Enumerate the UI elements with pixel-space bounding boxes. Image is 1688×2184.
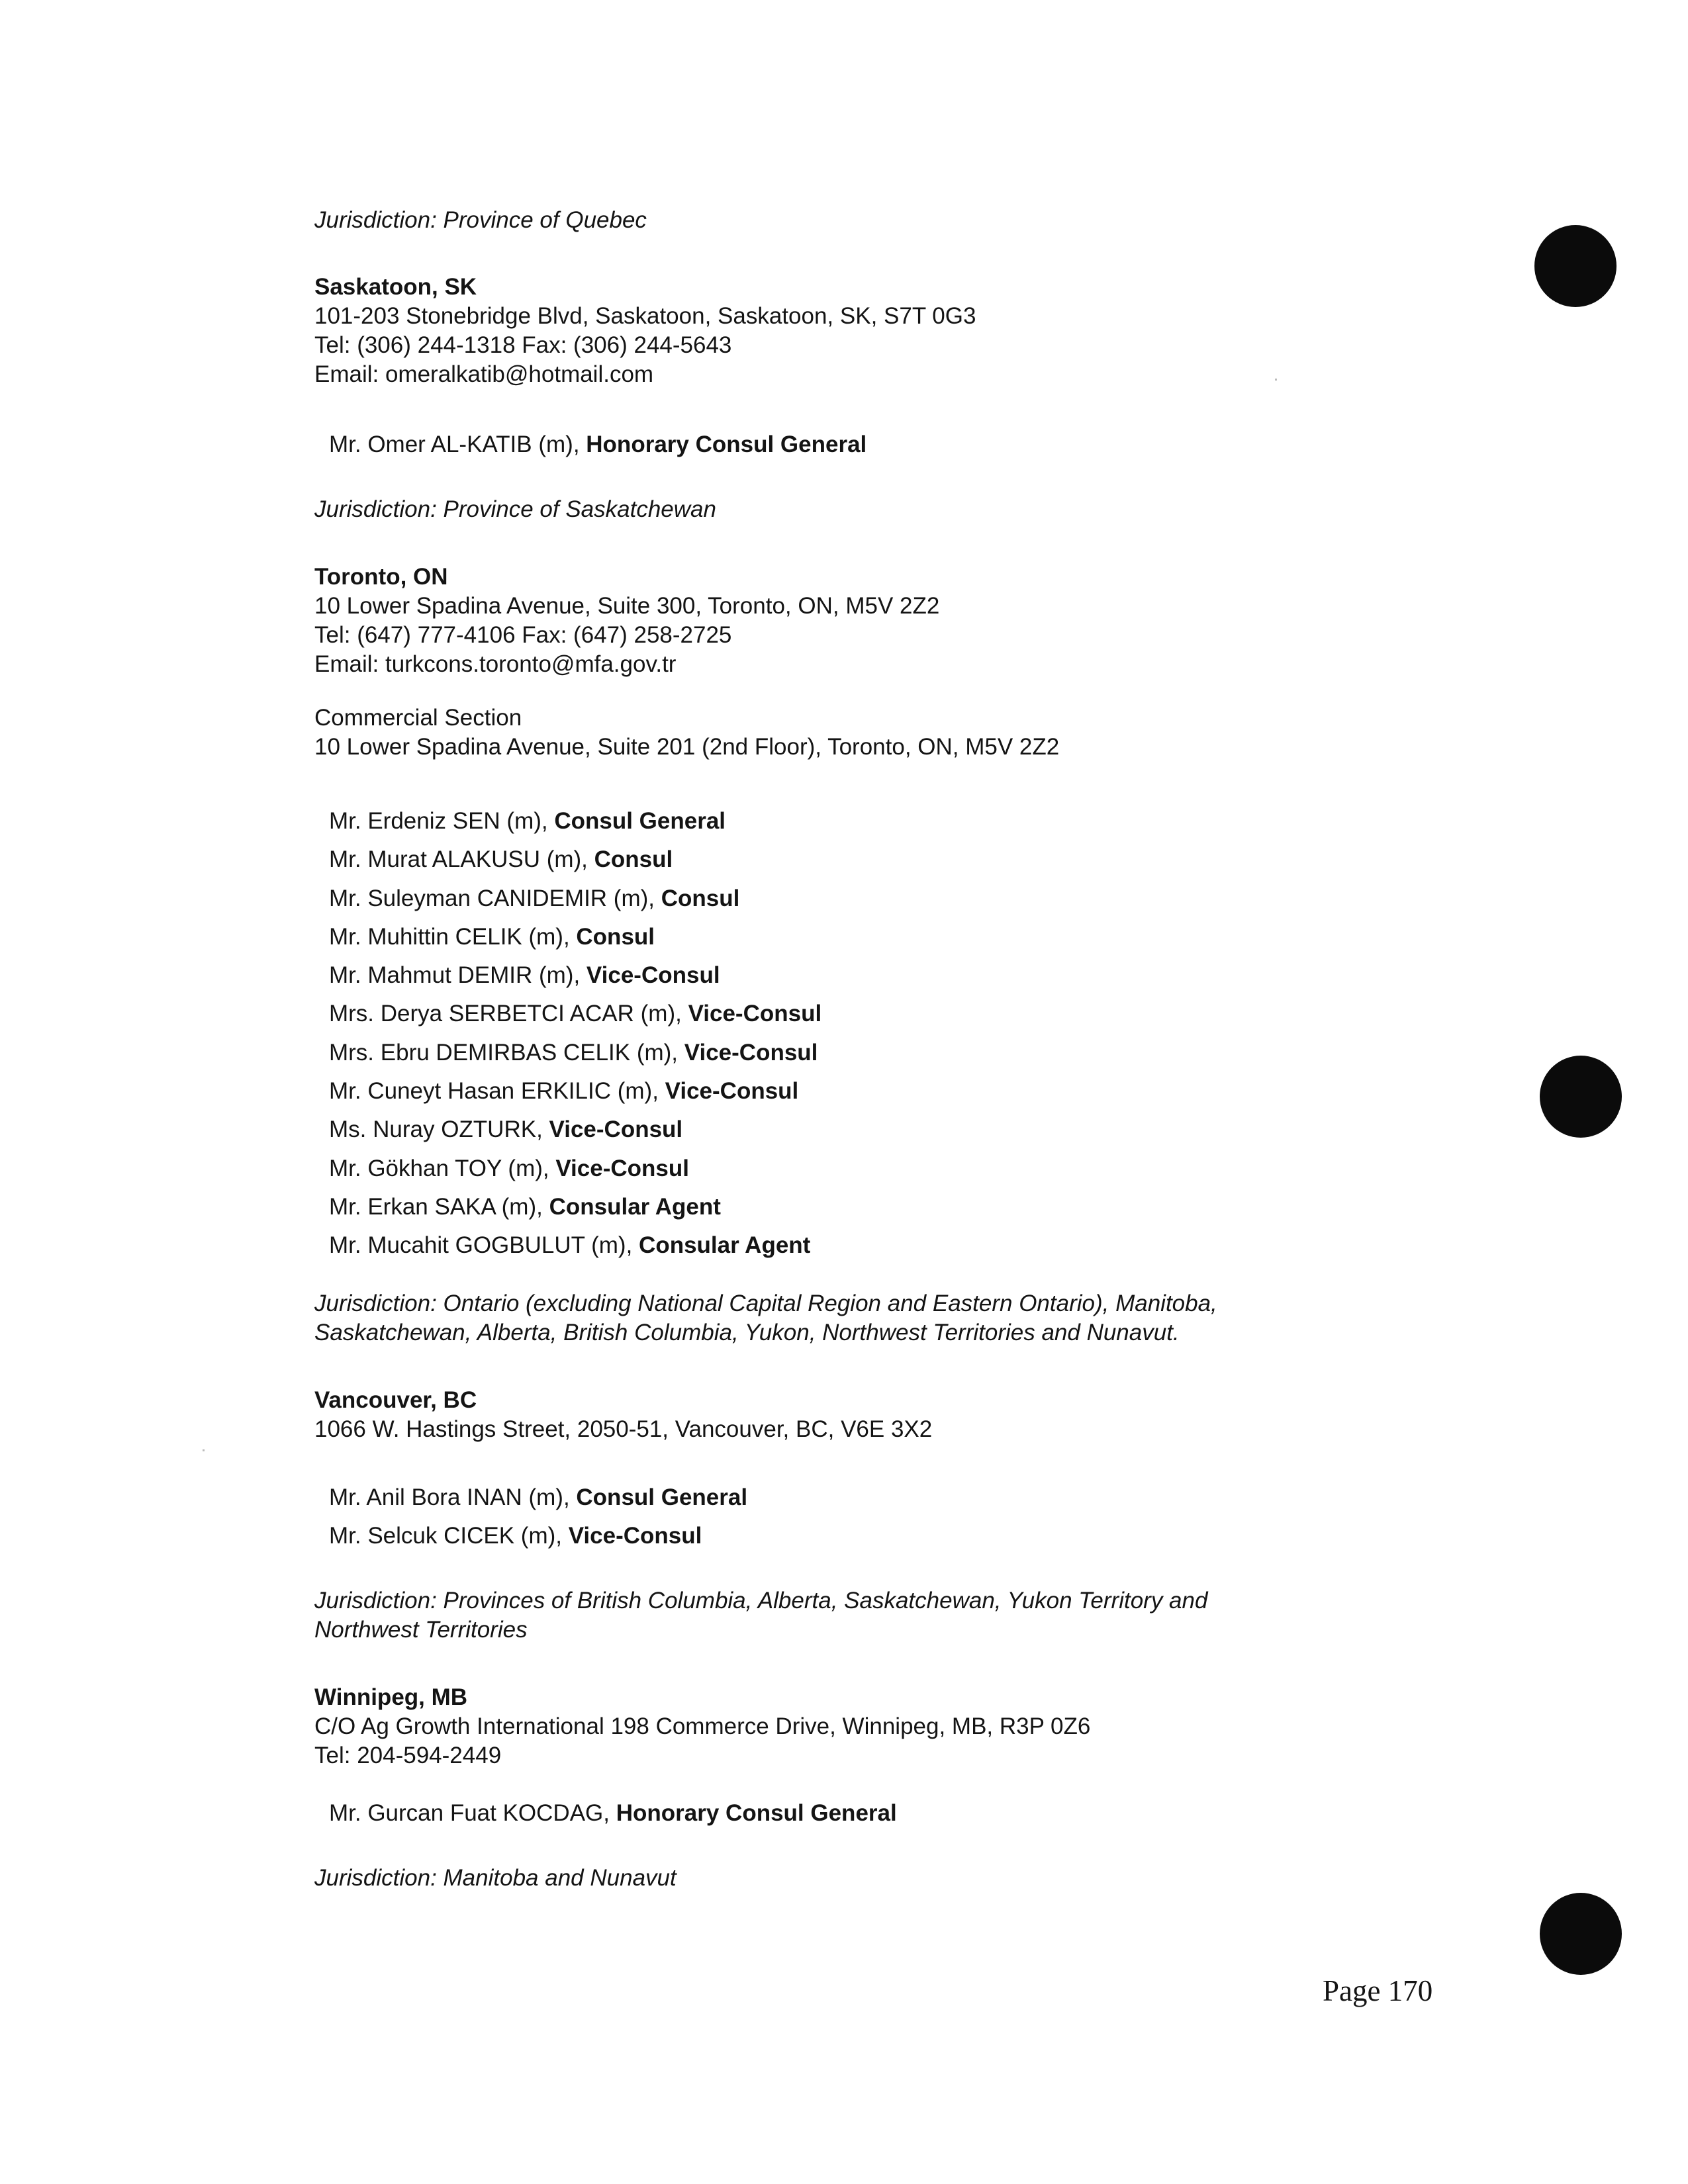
staff-row (329, 1072, 1388, 1111)
scan-speck (203, 1449, 205, 1451)
staff-row (329, 1794, 1388, 1833)
vancouver-staff-list (329, 1479, 1388, 1556)
city-heading: Winnipeg, MB (314, 1684, 468, 1710)
saskatoon-staff-list (329, 426, 1388, 464)
tel-fax: Tel: (306) 244-1318 Fax: (306) 244-5643 (314, 332, 732, 358)
staff-row (329, 918, 1388, 956)
saskatoon-entry (314, 273, 1387, 389)
staff-name: Mr. Erdeniz SEN (m), (329, 808, 548, 834)
toronto-entry (314, 563, 1387, 679)
staff-title: Vice-Consul (555, 1155, 689, 1181)
staff-name: Mr. Gökhan TOY (m), (329, 1155, 549, 1181)
staff-name: Mr. Suleyman CANIDEMIR (m), (329, 885, 655, 911)
staff-row (329, 802, 1388, 841)
staff-row (329, 880, 1388, 918)
toronto-commercial-section (314, 704, 1387, 762)
staff-title: Consular Agent (549, 1193, 721, 1220)
email: Email: turkcons.toronto@mfa.gov.tr (314, 651, 677, 677)
toronto-staff-list (329, 802, 1388, 1265)
staff-row (329, 1111, 1388, 1149)
punch-hole-middle (1540, 1056, 1622, 1138)
winnipeg-entry (314, 1683, 1387, 1770)
address: 1066 W. Hastings Street, 2050-51, Vancouver, BC, V6E 3X2 (314, 1416, 933, 1442)
staff-row (329, 1150, 1388, 1188)
email: Email: omeralkatib@hotmail.com (314, 361, 654, 387)
staff-name: Mr. Mahmut DEMIR (m), (329, 962, 581, 989)
winnipeg-jurisdiction: Jurisdiction: Manitoba and Nunavut (314, 1865, 677, 1891)
toronto-jurisdiction: Jurisdiction: Ontario (excluding National Capital Region and Eastern Ontario), Manitoba, Saskatchewan, Alberta, British Columbia, Yukon, Northwest Territories and Nunavut. (314, 1291, 1217, 1345)
vancouver-jurisdiction: Jurisdiction: Provinces of British Columbia, Alberta, Saskatchewan, Yukon Territory and Northwest Territories (314, 1588, 1208, 1643)
staff-row (329, 956, 1388, 995)
staff-row (329, 1479, 1388, 1517)
staff-row (329, 995, 1388, 1033)
staff-name: Mr. Anil Bora INAN (m), (329, 1484, 570, 1510)
staff-row (329, 426, 1388, 464)
staff-name: Mr. Omer AL-KATIB (m), (329, 432, 580, 457)
tel-fax: Tel: (647) 777-4106 Fax: (647) 258-2725 (314, 622, 732, 648)
commercial-address: 10 Lower Spadina Avenue, Suite 201 (2nd Floor), Toronto, ON, M5V 2Z2 (314, 734, 1060, 760)
tel: Tel: 204-594-2449 (314, 1743, 502, 1768)
staff-title: Consul General (576, 1484, 748, 1510)
staff-name: Mr. Erkan SAKA (m), (329, 1193, 543, 1220)
staff-name: Mr. Muhittin CELIK (m), (329, 923, 570, 950)
staff-title: Consul (594, 846, 673, 873)
saskatoon-jurisdiction: Jurisdiction: Province of Saskatchewan (314, 496, 716, 522)
city-heading: Toronto, ON (314, 564, 448, 590)
staff-title: Consul (661, 885, 740, 911)
winnipeg-staff-list (329, 1794, 1388, 1833)
quebec-jurisdiction: Jurisdiction: Province of Quebec (314, 207, 647, 233)
staff-row (329, 841, 1388, 879)
staff-title: Vice-Consul (688, 1001, 822, 1027)
staff-name: Mr. Mucahit GOGBULUT (m), (329, 1232, 633, 1259)
staff-title: Consul (576, 923, 655, 950)
staff-row (329, 1517, 1388, 1555)
staff-name: Mr. Selcuk CICEK (m), (329, 1523, 562, 1549)
staff-row (329, 1226, 1388, 1265)
staff-title: Consul General (554, 808, 726, 834)
vancouver-entry (314, 1386, 1387, 1444)
staff-name: Mr. Murat ALAKUSU (m), (329, 846, 588, 873)
address: 10 Lower Spadina Avenue, Suite 300, Toronto, ON, M5V 2Z2 (314, 593, 940, 619)
staff-name: Mr. Cuneyt Hasan ERKILIC (m), (329, 1078, 659, 1105)
staff-name: Mrs. Ebru DEMIRBAS CELIK (m), (329, 1039, 679, 1066)
staff-title: Vice-Consul (665, 1078, 799, 1105)
staff-title: Vice-Consul (549, 1116, 683, 1143)
staff-title: Vice-Consul (684, 1039, 818, 1066)
address: C/O Ag Growth International 198 Commerce Drive, Winnipeg, MB, R3P 0Z6 (314, 1713, 1091, 1739)
staff-name: Mrs. Derya SERBETCI ACAR (m), (329, 1001, 682, 1027)
staff-name: Mr. Gurcan Fuat KOCDAG, (329, 1800, 610, 1826)
punch-hole-top (1534, 225, 1617, 307)
page-number: Page 170 (1323, 1974, 1433, 2007)
staff-row (329, 1188, 1388, 1226)
city-heading: Saskatoon, SK (314, 274, 477, 300)
staff-title: Honorary Consul General (616, 1800, 897, 1826)
commercial-heading: Commercial Section (314, 705, 522, 731)
punch-hole-bottom (1540, 1893, 1622, 1975)
staff-title: Honorary Consul General (586, 432, 867, 457)
staff-row (329, 1034, 1388, 1072)
staff-title: Vice-Consul (586, 962, 720, 989)
staff-title: Consular Agent (639, 1232, 811, 1259)
city-heading: Vancouver, BC (314, 1387, 477, 1413)
staff-title: Vice-Consul (568, 1523, 702, 1549)
staff-name: Ms. Nuray OZTURK, (329, 1116, 543, 1143)
address: 101-203 Stonebridge Blvd, Saskatoon, Saskatoon, SK, S7T 0G3 (314, 303, 976, 329)
